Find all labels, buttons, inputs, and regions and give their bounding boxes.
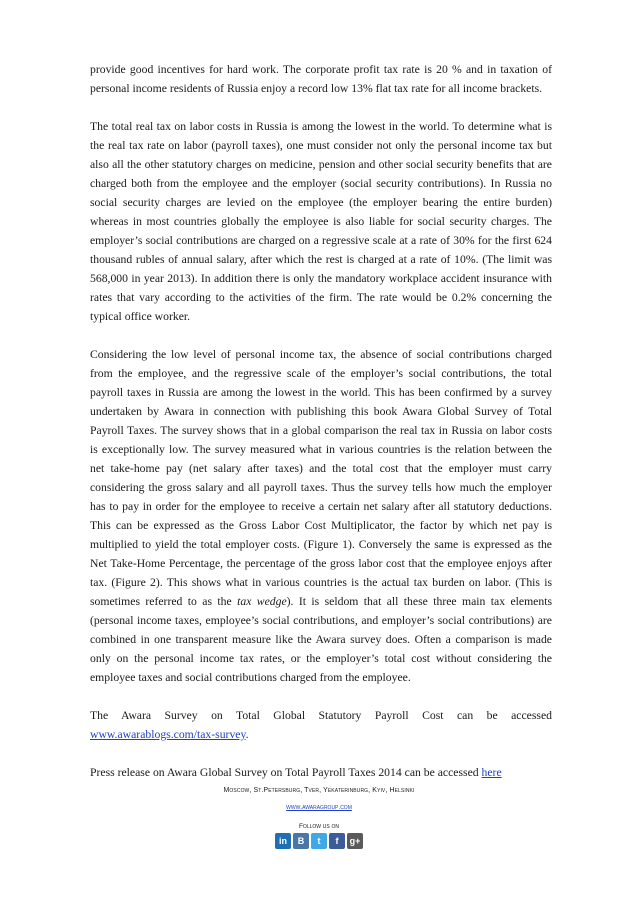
vk-icon[interactable]: B: [293, 833, 309, 849]
tax-survey-link[interactable]: www.awarablogs.com/tax-survey: [90, 728, 246, 741]
paragraph-tax-rates: provide good incentives for hard work. The corporate profit tax rate is 20 % and in taxation of personal income residents of Russia enjoy a record low 13% flat tax rate for all income brackets.: [90, 63, 552, 95]
facebook-icon[interactable]: f: [329, 833, 345, 849]
paragraph-labor-costs: The total real tax on labor costs in Russia is among the lowest in the world. To determine what is the real tax rate on labor (payroll taxes), one must consider not only the personal income tax but also all the other statutory charges on medicine, pension and other social security benefits that are charged both from the employee and the employer (social security contributions). In Russia no social security charges are levied on the employee (the employer bearing the entire burden) whereas in most countries globally the employee is also liable for social security charges. The employer’s social contributions are charged on a regressive scale at a rate of 30% for the first 624 thousand rubles of annual salary, after which the rest is charged at a rate of 10%. (The limit was 568,000 in year 2013). In addition there is only the mandatory workplace accident insurance with rates that vary according to the activities of the firm. The rate would be 0.2% concerning the typical office worker.: [90, 120, 552, 323]
press-release-here-link[interactable]: here: [481, 766, 502, 779]
page-footer: [0, 786, 638, 849]
tax-wedge-term: tax wedge: [237, 595, 287, 608]
follow-us-label: Follow us on: [298, 823, 340, 830]
social-icons: [0, 833, 638, 849]
office-cities: Moscow, St.Petersburg, Tver, Yekaterinburg, Kyiv, Helsinki: [223, 787, 415, 794]
press-release-text: Press release on Awara Global Survey on Total Payroll Taxes 2014 can be accessed: [90, 766, 482, 779]
company-website-link[interactable]: www.awaragroup.com: [286, 804, 352, 811]
paragraph-survey-text-b: ). It is seldom that all these three main tax elements (personal income taxes, employee’s social contributions, and employer’s social contributions) are combined in one transparent measure like the Awara survey does. Often a comparison is made only on the personal income tax rates, or the employer’s total cost without considering the employee taxes and social contributions charged from the employee.: [90, 595, 552, 684]
paragraph-survey-description: [90, 345, 552, 687]
twitter-icon[interactable]: t: [311, 833, 327, 849]
survey-access-text: The Awara Survey on Total Global Statutory Payroll Cost can be accessed: [90, 709, 552, 722]
survey-access-period: .: [245, 728, 249, 741]
google-plus-icon[interactable]: g+: [347, 833, 363, 849]
body-text: [90, 60, 552, 782]
paragraph-survey-access: [90, 706, 552, 744]
linkedin-icon[interactable]: in: [275, 833, 291, 849]
paragraph-survey-text-a: Considering the low level of personal income tax, the absence of social contributions charged from the employee, and the regressive scale of the employer’s social contributions, the total payroll taxes in Russia are among the lowest in the world. This has been confirmed by a survey undertaken by Awara in connection with publishing this book Awara Global Survey of Total Payroll Taxes. The survey shows that in a global comparison the real tax in Russia on labor costs is exceptionally low. The survey measured what in various countries is the relation between the net take-home pay (net salary after taxes) and the total cost that the employer must carry considering the gross salary and all payroll taxes. Thus the survey tells how much the employer has to pay in order for the employee to receive a certain net salary after all statutory deductions. This can be expressed as the Gross Labor Cost Multiplicator, the factor by which net pay is multiplied to yield the total employer costs. (Figure 1). Conversely the same is expressed as the Net Take-Home Percentage, the percentage of the gross labor cost that the employee enjoys after tax. (Figure 2). This shows what in various countries is the actual tax burden on labor. (This is sometimes referred to as the: [90, 348, 552, 608]
paragraph-press-release: [90, 763, 552, 782]
